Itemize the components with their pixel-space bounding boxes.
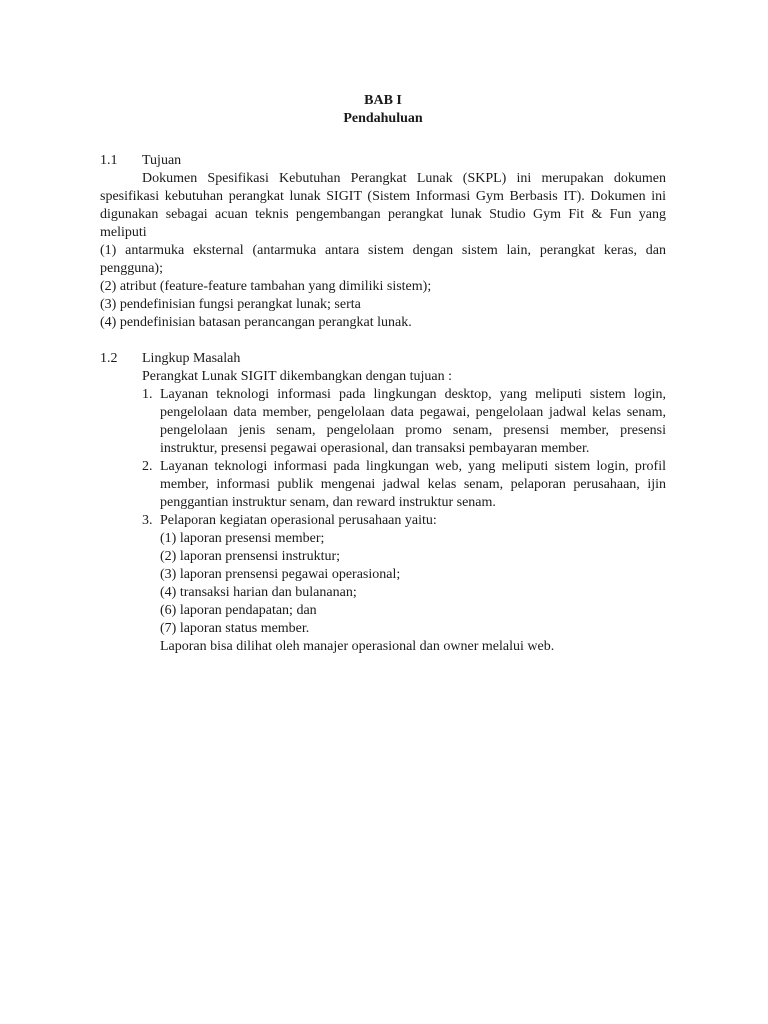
chapter-title: BAB I	[364, 93, 402, 108]
list-item	[142, 512, 666, 656]
list-item-text: Layanan teknologi informasi pada lingkungan desktop, yang meliputi sistem login, pengelolaan data member, pengelolaan data pegawai, pengelolaan jadwal kelas senam, pengelolaan jenis senam, pengelolaan promo senam, presensi member, presensi instruktur, presensi pegawai operasional, dan transaksi pembayaran member.	[160, 387, 666, 456]
list-item: (4) pendefinisian batasan perancangan perangkat lunak.	[100, 315, 412, 330]
sublist-item: (7) laporan status member.	[160, 621, 310, 636]
list-item	[142, 458, 666, 512]
section-number: 1.2	[100, 351, 118, 366]
sublist-item: (4) transaksi harian dan bulananan;	[160, 585, 357, 600]
sublist-item: (1) laporan presensi member;	[160, 531, 325, 546]
section-title: Lingkup Masalah	[142, 351, 241, 366]
requirements-list	[100, 386, 666, 656]
list-item	[142, 386, 666, 458]
chapter-heading	[100, 92, 666, 128]
section-tujuan	[100, 152, 666, 332]
sublist-item: (3) laporan prensensi pegawai operasional;	[160, 567, 401, 582]
chapter-subtitle: Pendahuluan	[343, 111, 423, 126]
section-paragraph: Dokumen Spesifikasi Kebutuhan Perangkat Lunak (SKPL) ini merupakan dokumen spesifikasi kebutuhan perangkat lunak SIGIT (Sistem Informasi Gym Berbasis IT). Dokumen ini digunakan sebagai acuan teknis pengembangan perangkat lunak Studio Gym Fit & Fun yang meliputi	[100, 171, 666, 240]
section-heading	[100, 350, 666, 368]
section-heading	[100, 152, 666, 170]
list-item-text: Layanan teknologi informasi pada lingkungan web, yang meliputi sistem login, profil member, informasi publik mengenai jadwal kelas senam, pelaporan perusahaan, ijin penggantian instruktur senam, dan reward instruktur senam.	[160, 459, 666, 510]
list-item-text: Pelaporan kegiatan operasional perusahaan yaitu:	[160, 513, 437, 528]
list-item: (1) antarmuka eksternal (antarmuka antara sistem dengan sistem lain, perangkat keras, dan pengguna);	[100, 243, 666, 276]
sublist-item: (2) laporan prensensi instruktur;	[160, 549, 341, 564]
list-item: (2) atribut (feature-feature tambahan yang dimiliki sistem);	[100, 279, 432, 294]
list-marker: 2.	[142, 459, 153, 474]
section-title: Tujuan	[142, 153, 182, 168]
sublist-item: (6) laporan pendapatan; dan	[160, 603, 317, 618]
list-marker: 3.	[142, 513, 153, 528]
section-intro: Perangkat Lunak SIGIT dikembangkan dengan tujuan :	[142, 369, 452, 384]
report-sublist	[160, 530, 666, 638]
list-item-body	[160, 512, 666, 656]
section-number: 1.1	[100, 153, 118, 168]
section-lingkup-masalah	[100, 350, 666, 656]
list-item: (3) pendefinisian fungsi perangkat lunak; serta	[100, 297, 361, 312]
list-marker: 1.	[142, 387, 153, 402]
closing-note: Laporan bisa dilihat oleh manajer operasional dan owner melalui web.	[160, 639, 555, 654]
